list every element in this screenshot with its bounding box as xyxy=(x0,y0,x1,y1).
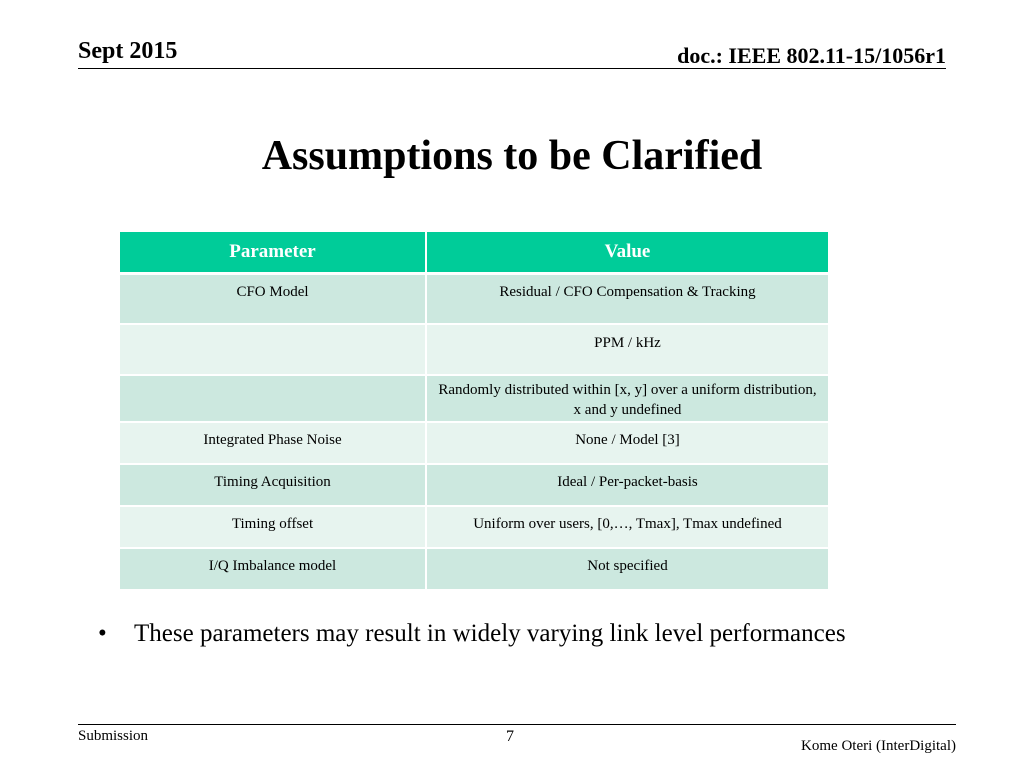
table-row xyxy=(120,274,828,325)
column-header-parameter: Parameter xyxy=(120,232,426,274)
table-cell-value: Ideal / Per-packet-basis xyxy=(426,464,828,506)
assumptions-table xyxy=(120,232,828,591)
page-number: 7 xyxy=(506,728,514,745)
table-row xyxy=(120,375,828,422)
table-cell-parameter: Timing Acquisition xyxy=(120,464,426,506)
slide-title: Assumptions to be Clarified xyxy=(261,133,763,179)
table-row xyxy=(120,548,828,590)
table-cell-parameter: I/Q Imbalance model xyxy=(120,548,426,590)
header-doc-id: doc.: IEEE 802.11-15/1056r1 xyxy=(677,43,946,68)
bullet-item xyxy=(98,620,846,648)
table-row xyxy=(120,324,828,375)
table-cell-value: Residual / CFO Compensation & Tracking xyxy=(426,274,828,325)
bullet-marker: • xyxy=(98,620,107,647)
footer-divider xyxy=(78,724,956,725)
bullet-text: These parameters may result in widely varying link level performances xyxy=(134,620,846,647)
table-row xyxy=(120,506,828,548)
table-cell-parameter xyxy=(120,324,426,375)
header-divider xyxy=(78,68,946,69)
table-cell-value: Not specified xyxy=(426,548,828,590)
table-cell-parameter: CFO Model xyxy=(120,274,426,325)
header-date: Sept 2015 xyxy=(78,38,178,64)
column-header-value: Value xyxy=(426,232,828,274)
table-cell-parameter: Timing offset xyxy=(120,506,426,548)
table-cell-parameter: Integrated Phase Noise xyxy=(120,422,426,464)
table-cell-value: None / Model [3] xyxy=(426,422,828,464)
table-cell-value: Uniform over users, [0,…, Tmax], Tmax undefined xyxy=(426,506,828,548)
table-row xyxy=(120,464,828,506)
table-cell-parameter xyxy=(120,375,426,422)
table-header-row xyxy=(120,232,828,274)
table-cell-value: Randomly distributed within [x, y] over a uniform distribution, x and y undefined xyxy=(426,375,828,422)
table-row xyxy=(120,422,828,464)
footer-submission-label: Submission xyxy=(78,728,149,744)
table-cell-value: PPM / kHz xyxy=(426,324,828,375)
footer-author: Kome Oteri (InterDigital) xyxy=(801,738,956,754)
